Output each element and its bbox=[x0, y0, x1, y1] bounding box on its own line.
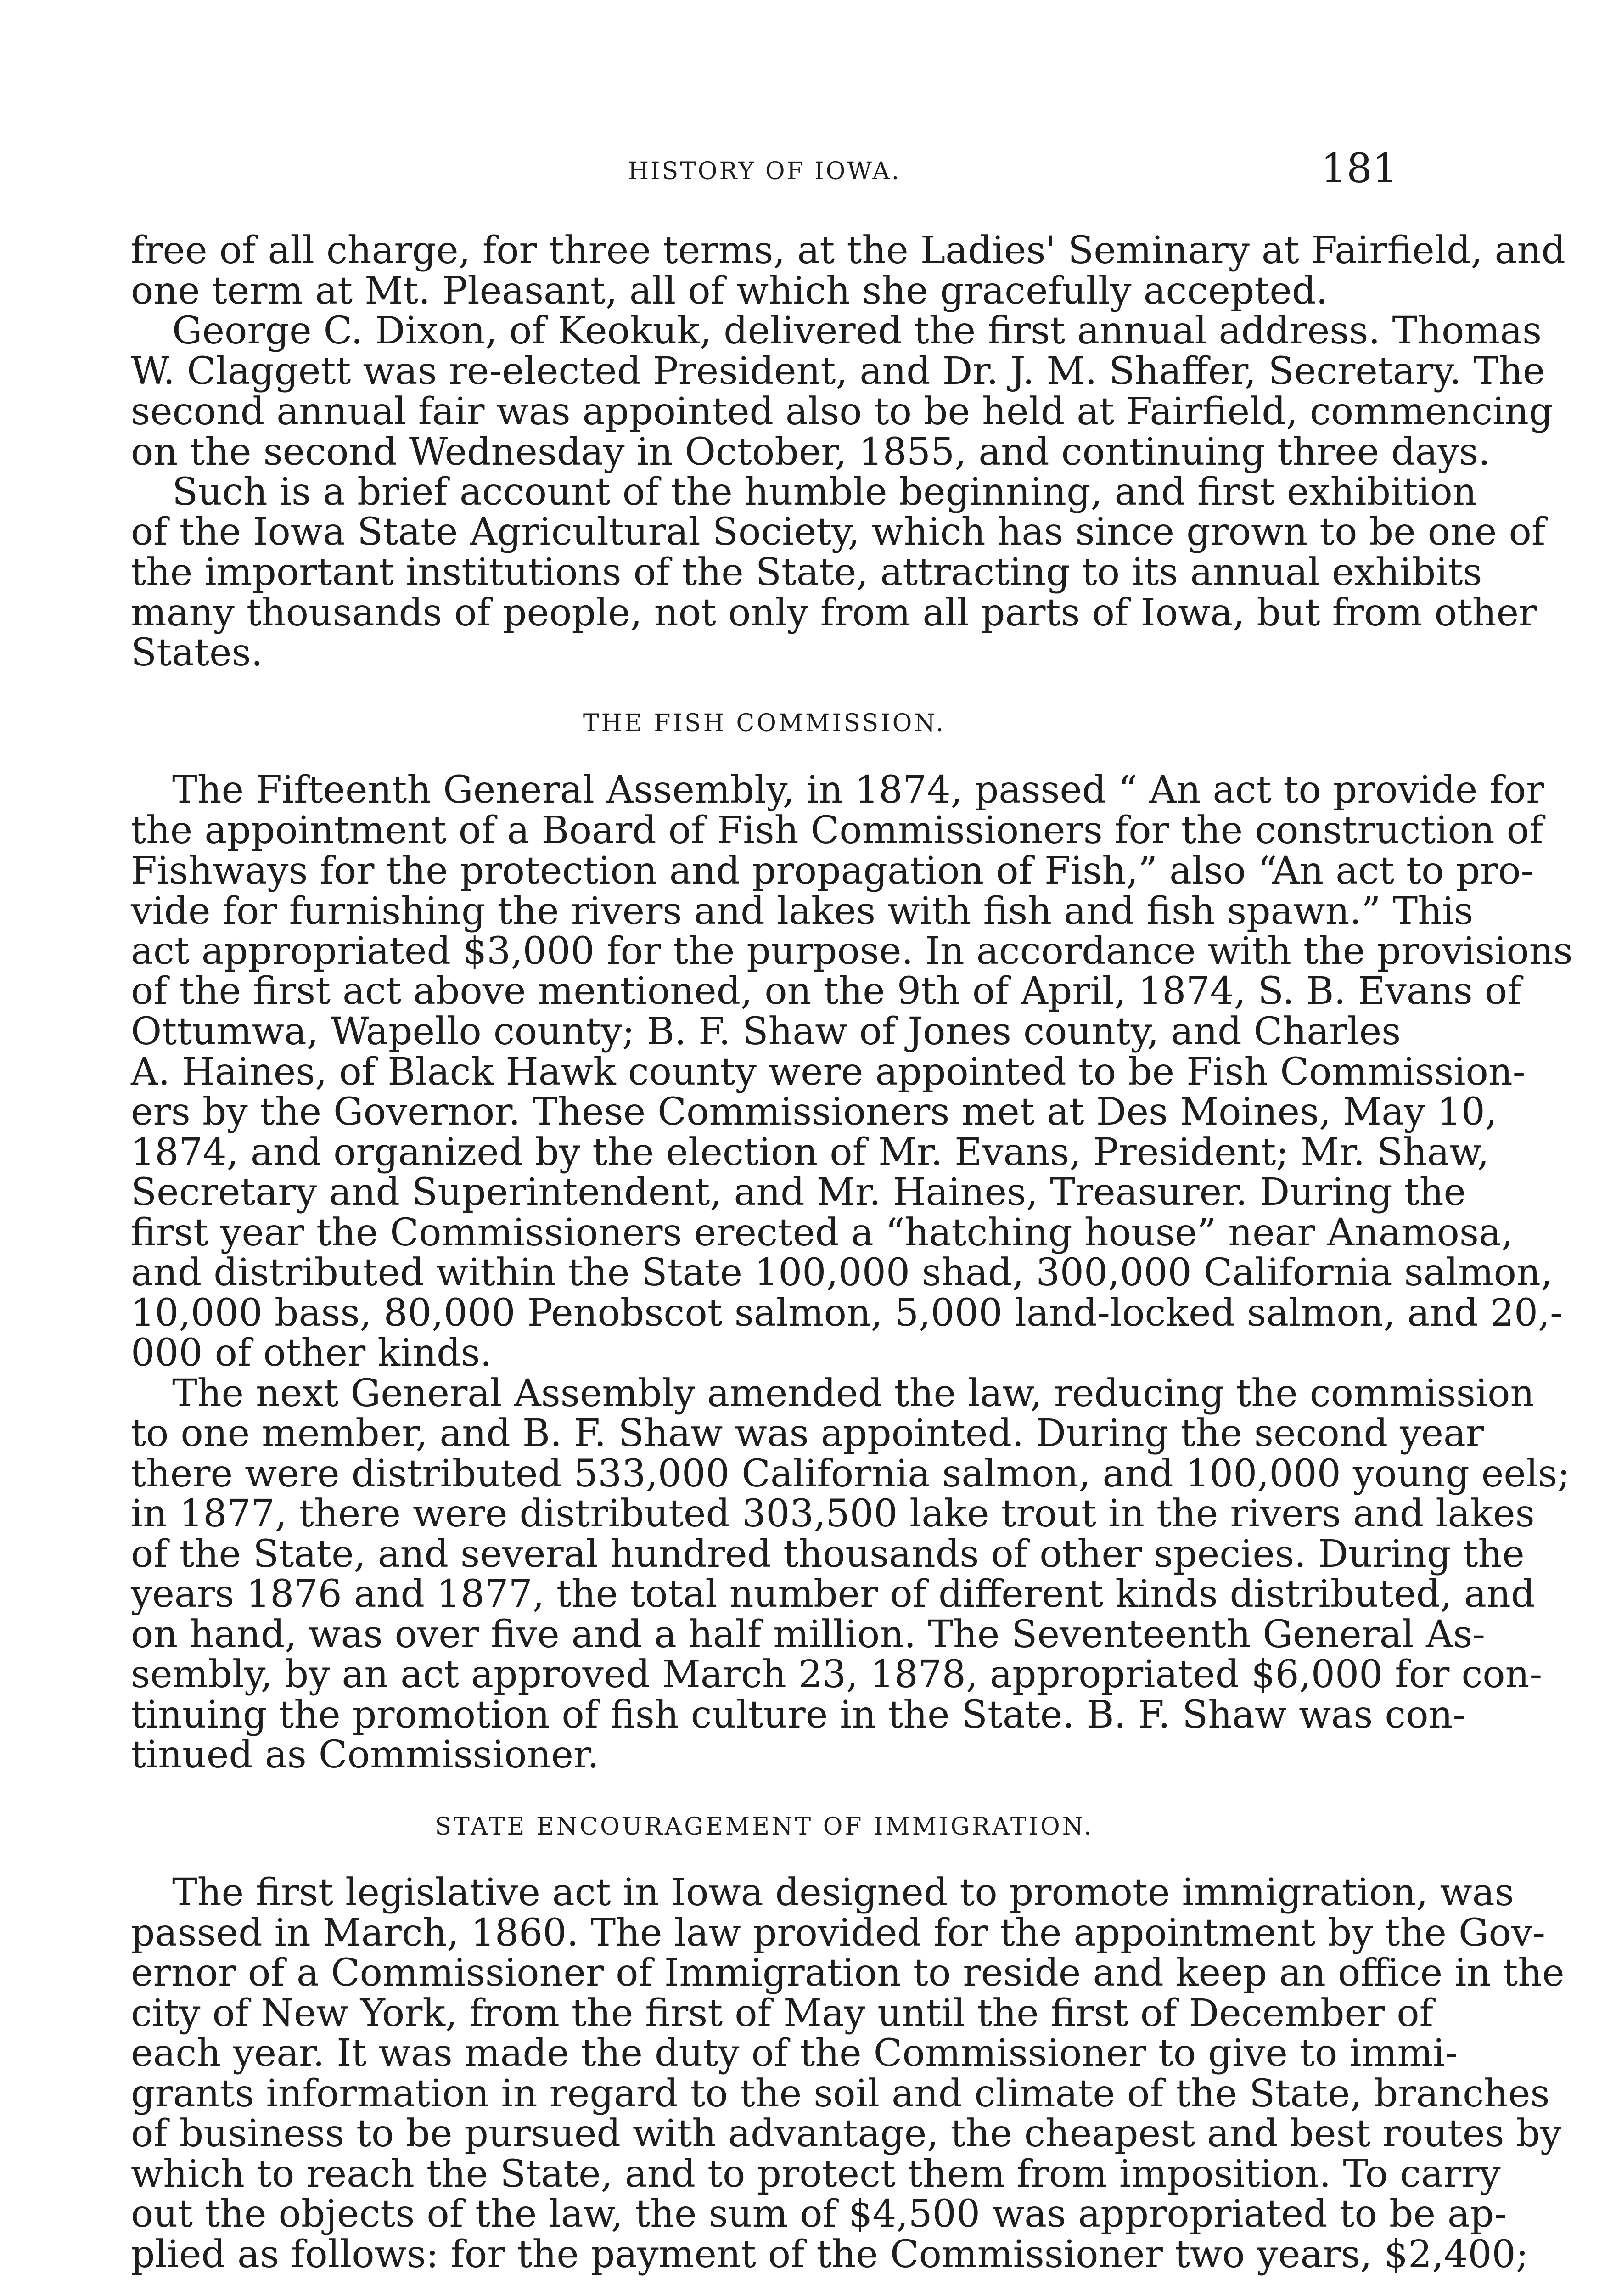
text-line: The Fifteenth General Assembly, in 1874, passed “ An act to provide for bbox=[172, 768, 1544, 812]
text-line: free of all charge, for three terms, at the Ladies' Seminary at Fairfield, and bbox=[131, 229, 1566, 272]
text-line: ers by the Governor. These Commissioners met at Des Moines, May 10, bbox=[131, 1090, 1497, 1134]
text-line: on hand, was over five and a half million. The Seventeenth General As- bbox=[131, 1613, 1486, 1656]
text-line: grants information in regard to the soil and climate of the State, branches bbox=[131, 2072, 1550, 2116]
text-line: of the State, and several hundred thousands of other species. During the bbox=[131, 1532, 1525, 1576]
text-line: city of New York, from the first of May until the first of December of bbox=[131, 1992, 1434, 2035]
text-line: out the objects of the law, the sum of $4,500 was appropriated to be ap- bbox=[131, 2192, 1507, 2236]
text-line: A. Haines, of Black Hawk county were appointed to be Fish Commission- bbox=[131, 1050, 1526, 1094]
text-line: plied as follows: for the payment of the Commissioner two years, $2,400; bbox=[131, 2233, 1529, 2276]
text-line: first year the Commissioners erected a “hatching house” near Anamosa, bbox=[131, 1211, 1513, 1255]
text-line: of the first act above mentioned, on the 9th of April, 1874, S. B. Evans of bbox=[131, 969, 1521, 1013]
text-line: W. Claggett was re-elected President, and Dr. J. M. Shaffer, Secretary. The bbox=[131, 349, 1545, 393]
text-line: of business to be pursued with advantage, the cheapest and best routes by bbox=[131, 2112, 1562, 2155]
text-line: 000 of other kinds. bbox=[131, 1331, 492, 1375]
text-line: tinuing the promotion of fish culture in the State. B. F. Shaw was con- bbox=[131, 1693, 1466, 1737]
text-line: and distributed within the State 100,000 shad, 300,000 California salmon, bbox=[131, 1251, 1553, 1294]
text-line: there were distributed 533,000 California salmon, and 100,000 young eels; bbox=[131, 1452, 1570, 1496]
text-line: on the second Wednesday in October, 1855, and continuing three days. bbox=[131, 430, 1491, 474]
section-heading-immigration: STATE ENCOURAGEMENT OF IMMIGRATION. bbox=[435, 1813, 1094, 1840]
text-line: tinued as Commissioner. bbox=[131, 1733, 600, 1777]
text-line: each year. It was made the duty of the Commissioner to give to immi- bbox=[131, 2032, 1458, 2075]
text-line: 1874, and organized by the election of Mr. Evans, President; Mr. Shaw, bbox=[131, 1131, 1489, 1174]
text-line: of the Iowa State Agricultural Society, which has since grown to be one of bbox=[131, 510, 1546, 554]
page-number: 181 bbox=[1321, 145, 1398, 192]
text-line: passed in March, 1860. The law provided for the appointment by the Gov- bbox=[131, 1911, 1545, 1955]
text-line: vide for furnishing the rivers and lakes with fish and fish spawn.” This bbox=[131, 889, 1474, 933]
section-heading-fish-commission: THE FISH COMMISSION. bbox=[583, 709, 946, 737]
text-line: Such is a brief account of the humble beginning, and first exhibition bbox=[172, 470, 1477, 514]
text-line: The next General Assembly amended the law, reducing the commission bbox=[172, 1372, 1535, 1415]
text-line: which to reach the State, and to protect them from imposition. To carry bbox=[131, 2152, 1501, 2196]
text-line: 10,000 bass, 80,000 Penobscot salmon, 5,000 land-locked salmon, and 20,- bbox=[131, 1291, 1563, 1335]
text-line: act appropriated $3,000 for the purpose. In accordance with the provisions bbox=[131, 929, 1573, 973]
text-line: second annual fair was appointed also to be held at Fairfield, commencing bbox=[131, 390, 1553, 433]
text-line: many thousands of people, not only from all parts of Iowa, but from other bbox=[131, 591, 1537, 635]
text-line: to one member, and B. F. Shaw was appointed. During the second year bbox=[131, 1412, 1484, 1455]
text-line: ernor of a Commissioner of Immigration to reside and keep an office in the bbox=[131, 1951, 1565, 1995]
text-line: The first legislative act in Iowa designed to promote immigration, was bbox=[172, 1871, 1514, 1914]
text-line: States. bbox=[131, 631, 263, 675]
text-line: Secretary and Superintendent, and Mr. Haines, Treasurer. During the bbox=[131, 1171, 1466, 1214]
text-line: the important institutions of the State, attracting to its annual exhibits bbox=[131, 551, 1482, 594]
running-title: HISTORY OF IOWA. bbox=[628, 158, 901, 185]
text-line: Ottumwa, Wapello county; B. F. Shaw of Jones county, and Charles bbox=[131, 1010, 1401, 1053]
text-line: in 1877, there were distributed 303,500 lake trout in the rivers and lakes bbox=[131, 1492, 1535, 1536]
text-line: sembly, by an act approved March 23, 1878, appropriated $6,000 for con- bbox=[131, 1653, 1543, 1696]
text-line: one term at Mt. Pleasant, all of which she gracefully accepted. bbox=[131, 269, 1328, 313]
text-line: Fishways for the protection and propagation of Fish,” also “An act to pro- bbox=[131, 849, 1534, 893]
text-line: the appointment of a Board of Fish Commissioners for the construction of bbox=[131, 809, 1543, 852]
running-head bbox=[131, 145, 1398, 195]
text-line: George C. Dixon, of Keokuk, delivered the first annual address. Thomas bbox=[172, 309, 1542, 353]
text-line: years 1876 and 1877, the total number of different kinds distributed, and bbox=[131, 1572, 1535, 1616]
